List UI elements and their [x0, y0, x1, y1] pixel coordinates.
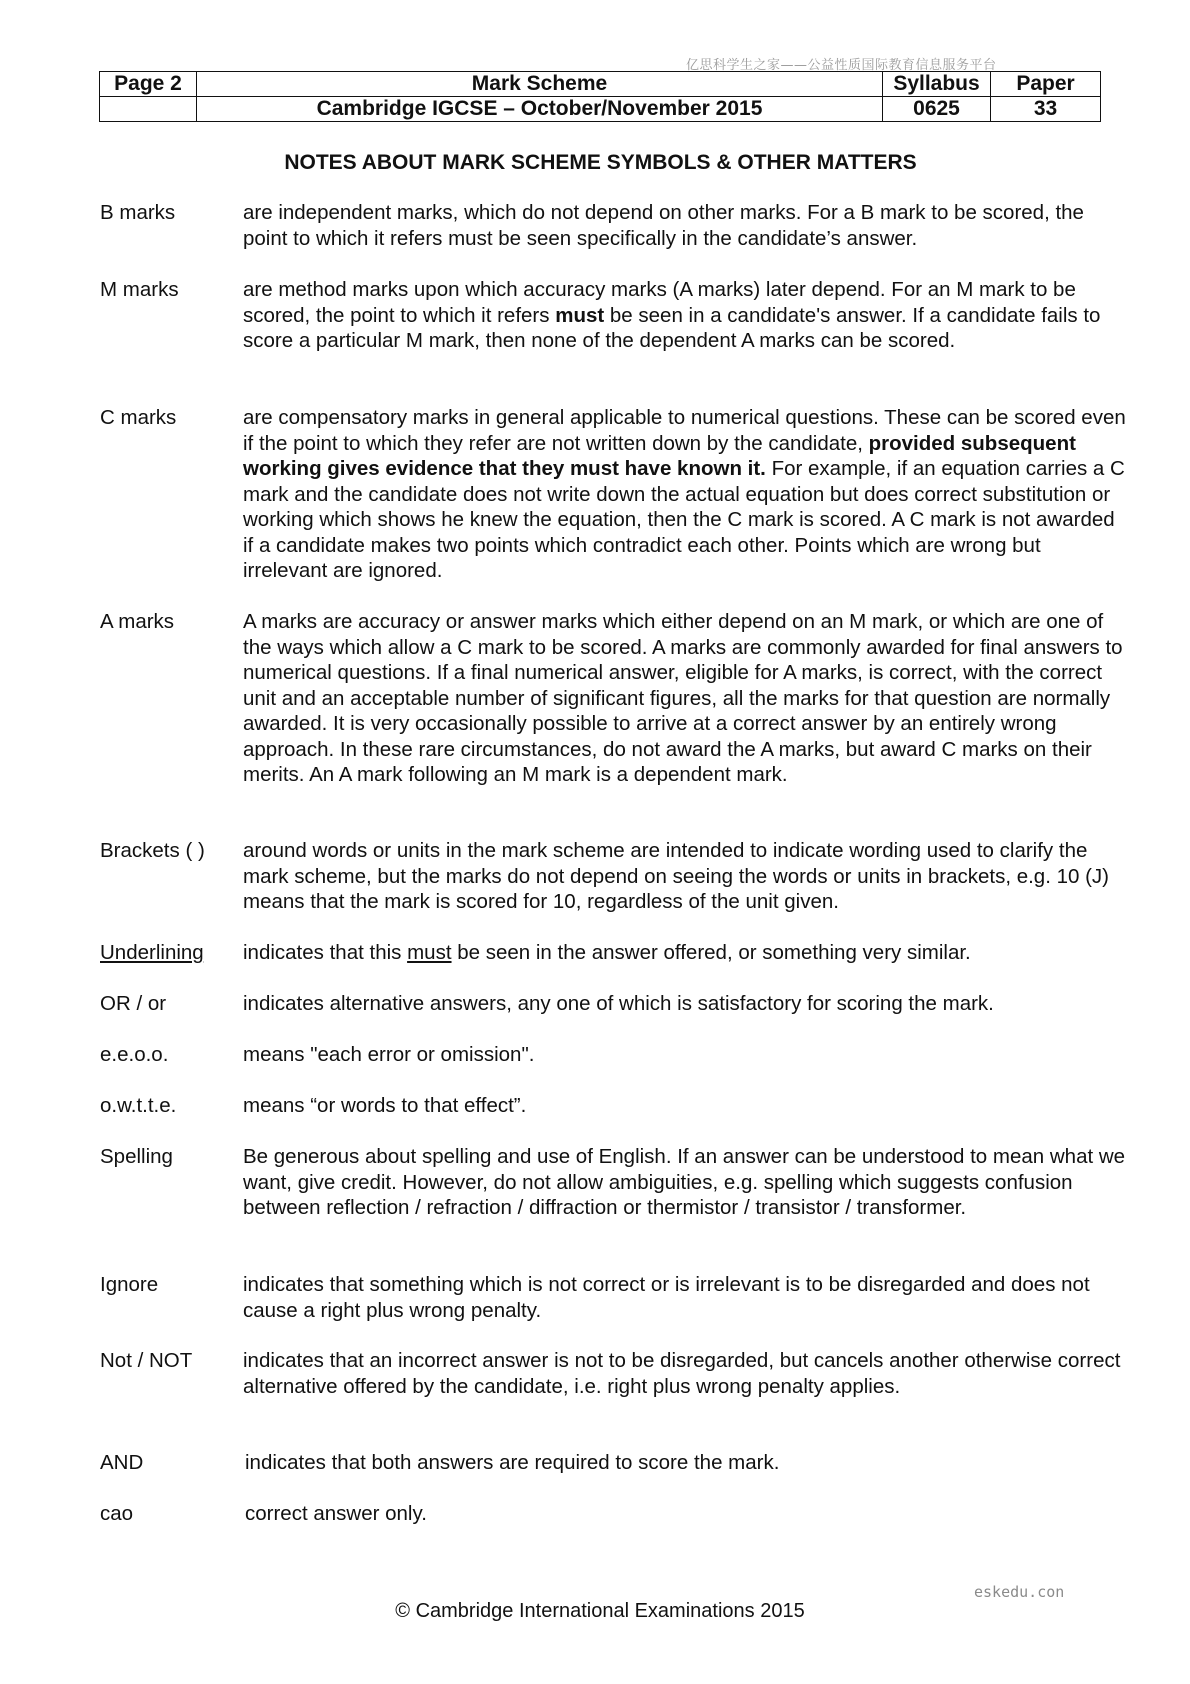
- definition-text: are method marks upon which accuracy marks (A marks) later depend. For an M mark to be scored, the point to which it refers: [243, 278, 1076, 327]
- paper-number: 33: [991, 97, 1101, 122]
- term: OR / or: [100, 992, 167, 1015]
- definition: means “or words to that effect”.: [243, 1094, 527, 1117]
- definition: Be generous about spelling and use of English. If an answer can be understood to mean what we want, give credit. However, do not allow ambiguities, e.g. spelling which suggests confusion between reflection / refraction / diffraction or thermistor / transistor / transformer.: [243, 1145, 1126, 1219]
- definition: A marks are accuracy or answer marks which either depend on an M mark, or which are one of the ways which allow a C mark to be scored. A marks are commonly awarded for final answers to numerical questions. If a final numerical answer, eligible for A marks, is correct, with the correct unit and an acceptable number of significant figures, all the marks for that question are normally awarded. It is very occasionally possible to arrive at a correct answer by an entirely wrong approach. In these rare circumstances, do not award the A marks, but award C marks on their merits. An A mark following an M mark is a dependent mark.: [243, 610, 1123, 786]
- term: Brackets ( ): [100, 839, 205, 862]
- definition: [243, 940, 1130, 966]
- definition-text: be seen in a candidate's answer. If a candidate fails to score a particular M mark, then none of the dependent A marks can be scored.: [243, 303, 1101, 352]
- copyright-footer: © Cambridge International Examinations 2015: [395, 1600, 805, 1622]
- page-number: Page 2: [100, 72, 197, 97]
- document-type: Mark Scheme: [197, 72, 883, 97]
- term: Ignore: [100, 1273, 159, 1296]
- exam-session: Cambridge IGCSE – October/November 2015: [197, 97, 883, 122]
- definition-text: are compensatory marks in general applicable to numerical questions. These can be scored even if the point to which they refer are not written down by the candidate,: [243, 406, 1126, 455]
- term: Spelling: [100, 1145, 173, 1168]
- term: C marks: [100, 406, 177, 429]
- definition-text: For example, if an equation carries a C mark and the candidate does not write down the actual equation but does correct substitution or working which shows he knew the equation, then the C mark is scored. A C mark is not awarded if a candidate makes two points which contradict each other. Points which are wrong but irrelevant are ignored.: [243, 457, 1125, 582]
- term: o.w.t.t.e.: [100, 1094, 177, 1117]
- definition: indicates that something which is not correct or is irrelevant is to be disregarded and does not cause a right plus wrong penalty.: [243, 1273, 1090, 1322]
- syllabus-code: 0625: [883, 97, 991, 122]
- header-table: [99, 71, 1101, 122]
- definition: indicates that an incorrect answer is not to be disregarded, but cancels another otherwise correct alternative offered by the candidate, i.e. right plus wrong penalty applies.: [243, 1349, 1121, 1398]
- term: cao: [100, 1502, 134, 1525]
- definition: means "each error or omission".: [243, 1043, 535, 1066]
- definition-bold: must: [555, 303, 605, 327]
- term: A marks: [100, 610, 175, 633]
- watermark-top: 亿思科学生之家——公益性质国际教育信息服务平台: [686, 58, 997, 73]
- watermark-bottom: eskedu.con: [974, 1583, 1065, 1601]
- definition: indicates that both answers are required to score the mark.: [245, 1451, 780, 1474]
- definition-text: be seen in the answer offered, or something very similar.: [451, 941, 971, 964]
- definition-text: indicates that this: [243, 941, 408, 964]
- definition: [243, 405, 1130, 584]
- definition: indicates alternative answers, any one of which is satisfactory for scoring the mark.: [243, 992, 994, 1015]
- page-title: NOTES ABOUT MARK SCHEME SYMBOLS & OTHER MATTERS: [284, 151, 917, 174]
- definition: are independent marks, which do not depend on other marks. For a B mark to be scored, the point to which it refers must be seen specifically in the candidate’s answer.: [243, 201, 1084, 250]
- term: AND: [100, 1451, 144, 1474]
- term: M marks: [100, 278, 179, 301]
- term: Underlining: [100, 941, 204, 964]
- header-blank-cell: [100, 97, 197, 122]
- paper-label: Paper: [991, 72, 1101, 97]
- header-row-1: [100, 72, 1101, 97]
- term: Not / NOT: [100, 1349, 193, 1372]
- syllabus-label: Syllabus: [883, 72, 991, 97]
- definition-bold: provided subsequent working gives evidence that they must have known it.: [243, 431, 1076, 480]
- header-row-2: [100, 97, 1101, 122]
- definition-underlined: must: [407, 941, 452, 964]
- definition: correct answer only.: [245, 1502, 427, 1525]
- definition: [243, 277, 1130, 354]
- definition: around words or units in the mark scheme are intended to indicate wording used to clarify the mark scheme, but the marks do not depend on seeing the words or units in brackets, e.g. 10 (J) means that the mark is scored for 10, regardless of the unit given.: [243, 839, 1110, 913]
- term: B marks: [100, 201, 176, 224]
- term: e.e.o.o.: [100, 1043, 169, 1066]
